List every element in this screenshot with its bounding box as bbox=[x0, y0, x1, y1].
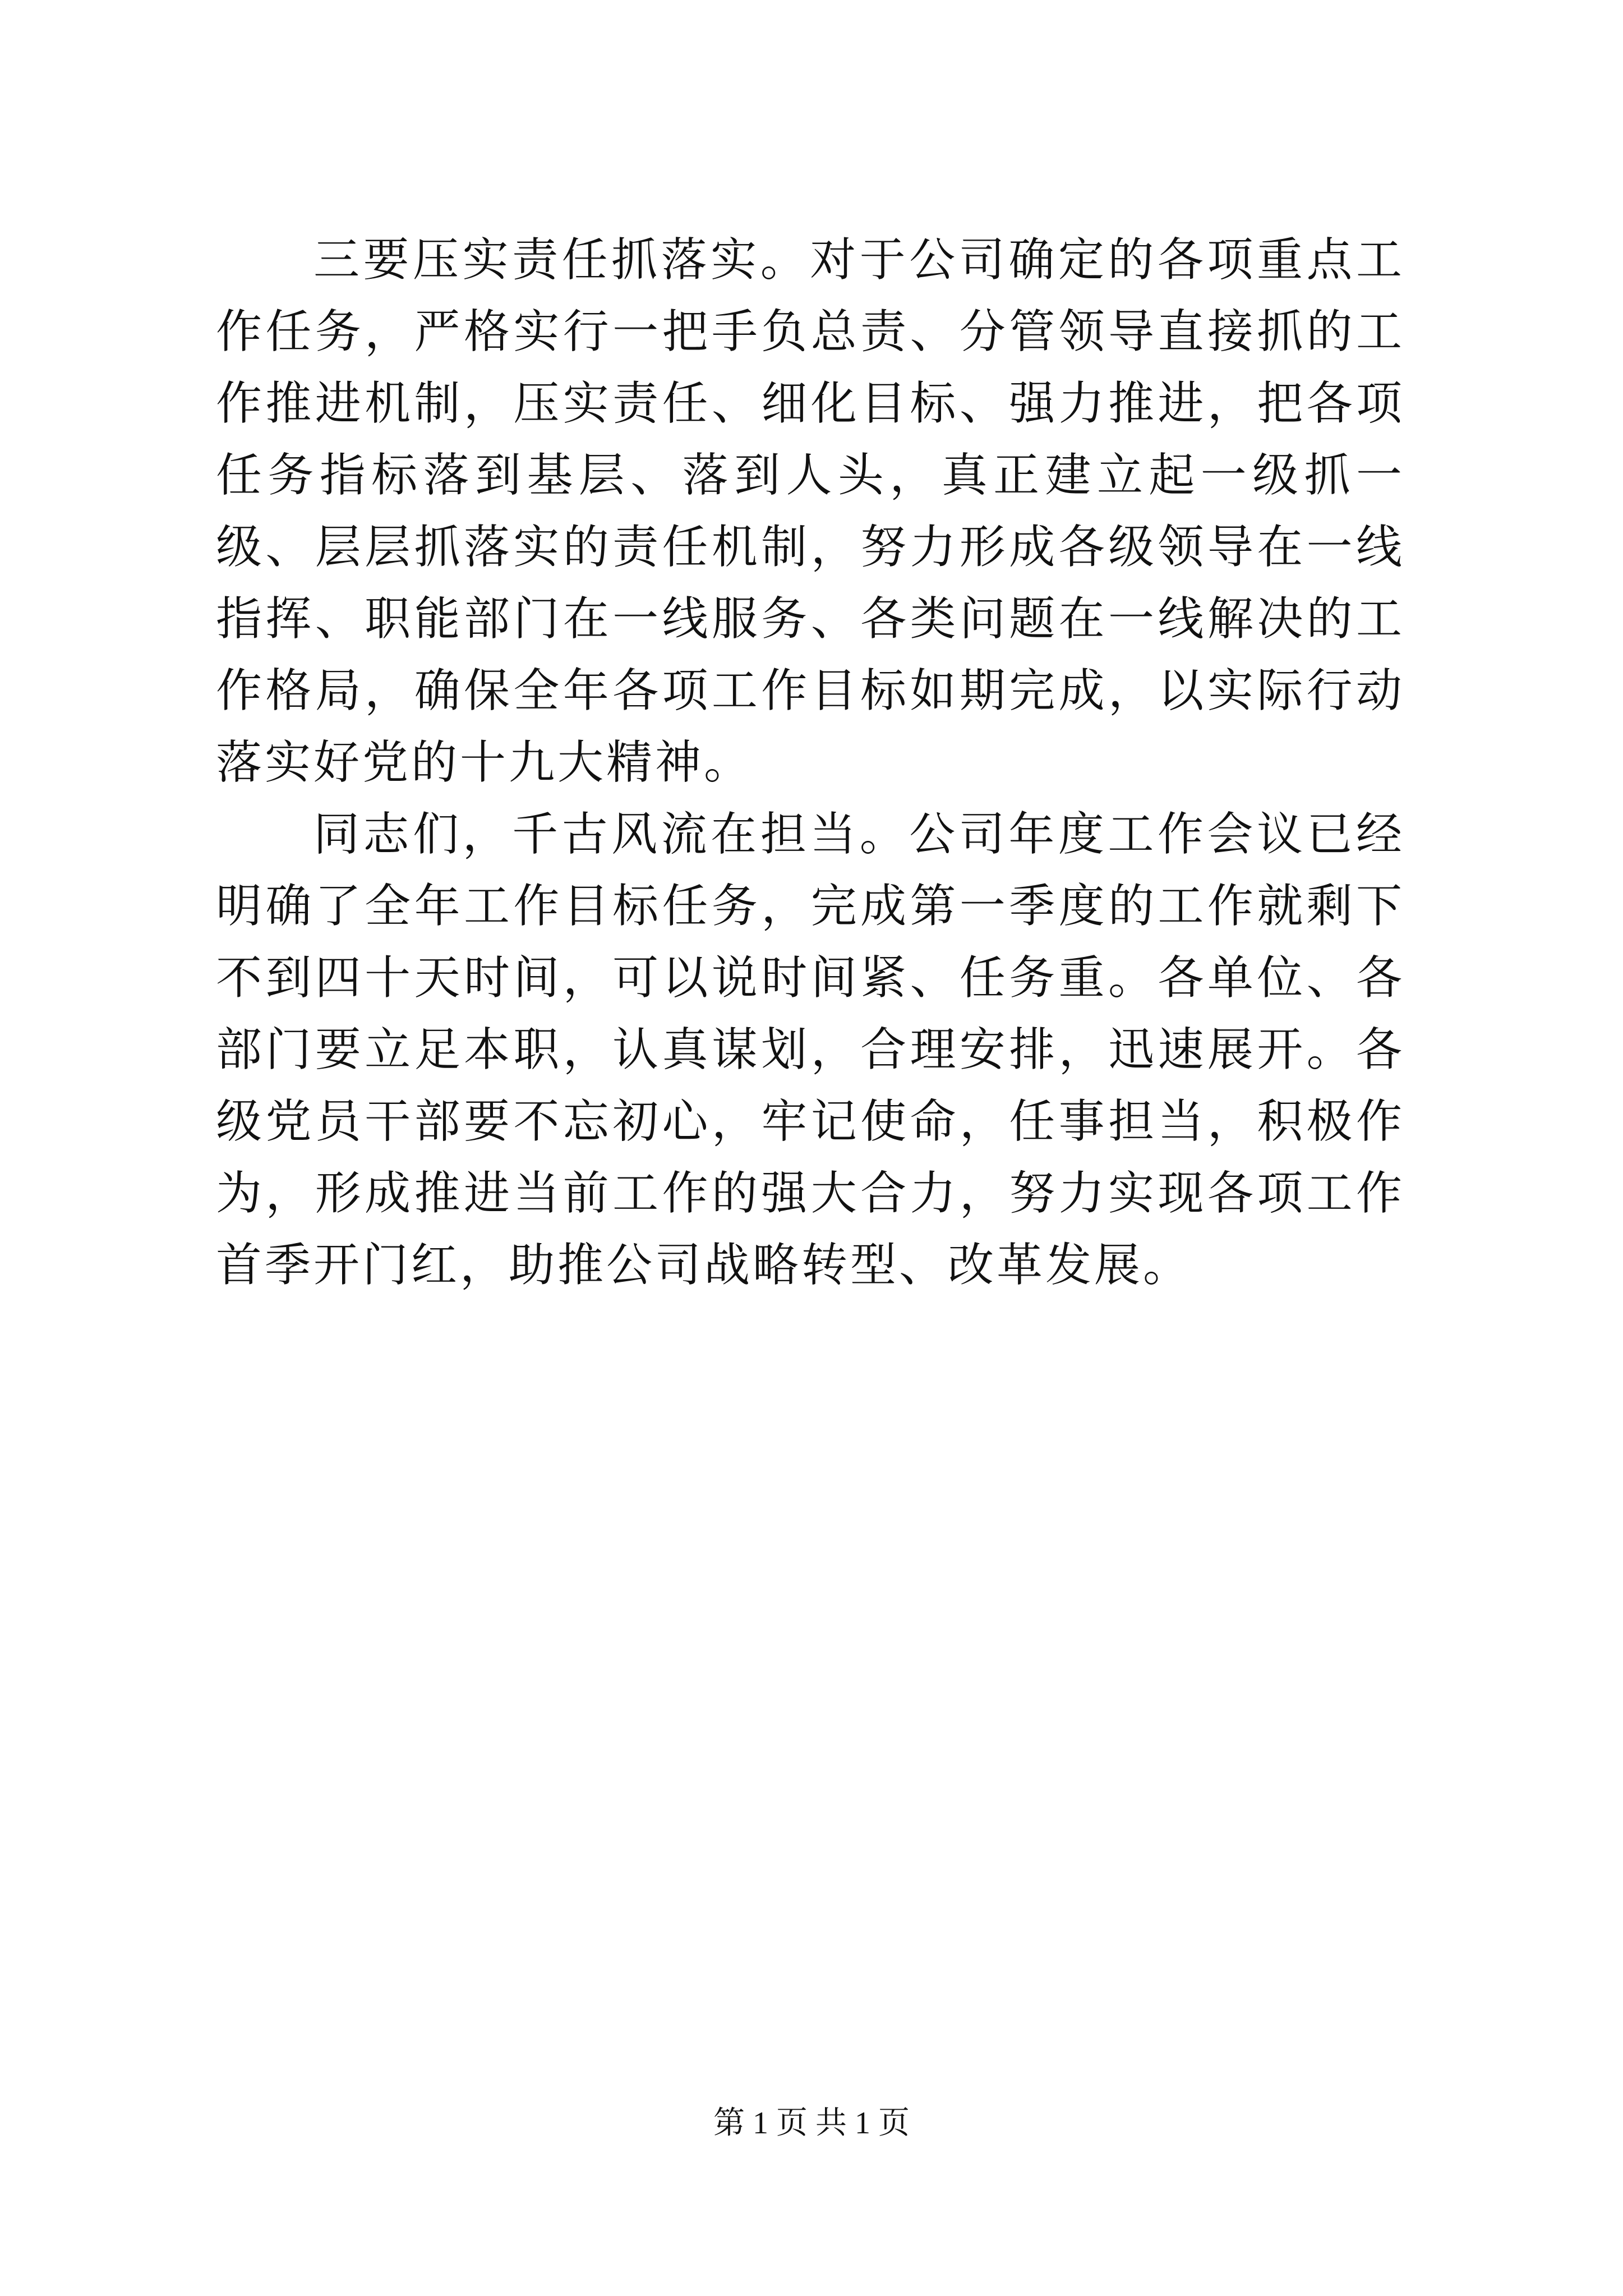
paragraph-1: 三要压实责任抓落实。对于公司确定的各项重点工作任务，严格实行一把手负总责、分管领导直接抓的工作推进机制，压实责任、细化目标、强力推进，把各项任务指标落到基层、落到人头，真正建立起一级抓一级、层层抓落实的责任机制，努力形成各级领导在一线指挥、职能部门在一线服务、各类问题在一线解决的工作格局，确保全年各项工作目标如期完成，以实际行动落实好党的十九大精神。 bbox=[216, 233, 1405, 789]
document-body bbox=[216, 224, 1405, 1301]
page-footer: 第 1 页 共 1 页 bbox=[713, 2106, 910, 2141]
paragraph-2: 同志们，千古风流在担当。公司年度工作会议已经明确了全年工作目标任务，完成第一季度的工作就剩下不到四十天时间，可以说时间紧、任务重。各单位、各部门要立足本职，认真谋划，合理安排，迅速展开。各级党员干部要不忘初心，牢记使命，任事担当，积极作为，形成推进当前工作的强大合力，努力实现各项工作首季开门红，助推公司战略转型、改革发展。 bbox=[216, 808, 1405, 1292]
